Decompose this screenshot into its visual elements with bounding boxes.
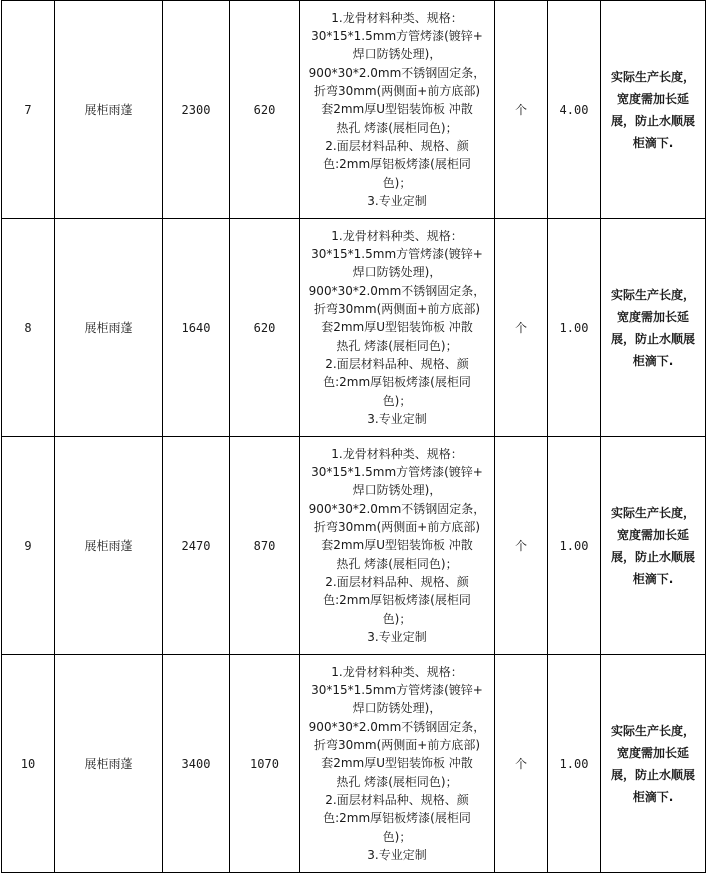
description-line: 折弯30mm(两侧面+前方底部) xyxy=(313,84,481,99)
description-line: 色)； xyxy=(382,175,412,190)
remark-line: 实际生产长度， xyxy=(610,69,695,84)
dimension-width: 1070 xyxy=(230,655,300,873)
unit: 个 xyxy=(495,655,548,873)
item-name: 展柜雨蓬 xyxy=(55,1,163,219)
remark-line: 展，防止水顺展 xyxy=(610,767,695,782)
description-line: 2.面层材料品种、规格、颜 xyxy=(325,792,469,807)
remark-line: 宽度需加长延 xyxy=(616,745,689,760)
row-index: 10 xyxy=(2,655,55,873)
spec-table xyxy=(1,0,706,873)
description-line: 色:2mm厚铝板烤漆(展柜同 xyxy=(323,157,471,172)
description-line: 套2mm厚U型铝装饰板 冲散 xyxy=(321,102,473,117)
item-name: 展柜雨蓬 xyxy=(55,219,163,437)
dimension-width: 620 xyxy=(230,1,300,219)
description-line: 色)； xyxy=(382,829,412,844)
description-line: 色:2mm厚铝板烤漆(展柜同 xyxy=(323,375,471,390)
dimension-length: 3400 xyxy=(163,655,230,873)
description-line: 3.专业定制 xyxy=(367,411,427,426)
description-line: 3.专业定制 xyxy=(367,847,427,862)
description-line: 热孔 烤漆(展柜同色)； xyxy=(336,774,458,789)
item-description xyxy=(300,655,495,873)
description-line: 热孔 烤漆(展柜同色)； xyxy=(336,120,458,135)
remark-line: 实际生产长度， xyxy=(610,287,695,302)
description-line: 2.面层材料品种、规格、颜 xyxy=(325,574,469,589)
description-line: 折弯30mm(两侧面+前方底部) xyxy=(313,520,481,535)
unit: 个 xyxy=(495,219,548,437)
description-line: 2.面层材料品种、规格、颜 xyxy=(325,138,469,153)
description-line: 900*30*2.0mm不锈钢固定条， xyxy=(308,719,486,734)
item-name: 展柜雨蓬 xyxy=(55,437,163,655)
remark-line: 柜滴下. xyxy=(632,353,674,368)
quantity: 1.00 xyxy=(548,219,601,437)
description-line: 色:2mm厚铝板烤漆(展柜同 xyxy=(323,593,471,608)
description-line: 30*15*1.5mm方管烤漆(镀锌+ xyxy=(311,29,483,44)
description-line: 套2mm厚U型铝装饰板 冲散 xyxy=(321,756,473,771)
remark-line: 宽度需加长延 xyxy=(616,91,689,106)
dimension-width: 870 xyxy=(230,437,300,655)
description-line: 1.龙骨材料种类、规格： xyxy=(331,664,463,679)
dimension-length: 1640 xyxy=(163,219,230,437)
item-name: 展柜雨蓬 xyxy=(55,655,163,873)
description-line: 1.龙骨材料种类、规格： xyxy=(331,10,463,25)
remark xyxy=(601,1,706,219)
row-index: 8 xyxy=(2,219,55,437)
description-line: 套2mm厚U型铝装饰板 冲散 xyxy=(321,538,473,553)
remark-line: 宽度需加长延 xyxy=(616,309,689,324)
description-line: 色)； xyxy=(382,611,412,626)
row-index: 7 xyxy=(2,1,55,219)
description-line: 色)； xyxy=(382,393,412,408)
description-line: 焊口防锈处理)， xyxy=(352,701,442,716)
remark xyxy=(601,655,706,873)
remark-line: 实际生产长度， xyxy=(610,505,695,520)
remark xyxy=(601,437,706,655)
description-line: 900*30*2.0mm不锈钢固定条， xyxy=(308,501,486,516)
unit: 个 xyxy=(495,1,548,219)
description-line: 3.专业定制 xyxy=(367,629,427,644)
description-line: 30*15*1.5mm方管烤漆(镀锌+ xyxy=(311,683,483,698)
description-line: 30*15*1.5mm方管烤漆(镀锌+ xyxy=(311,247,483,262)
remark-line: 展，防止水顺展 xyxy=(610,549,695,564)
description-line: 30*15*1.5mm方管烤漆(镀锌+ xyxy=(311,465,483,480)
item-description xyxy=(300,437,495,655)
remark-line: 宽度需加长延 xyxy=(616,527,689,542)
remark xyxy=(601,219,706,437)
item-description xyxy=(300,219,495,437)
description-line: 1.龙骨材料种类、规格： xyxy=(331,446,463,461)
quantity: 1.00 xyxy=(548,437,601,655)
quantity: 1.00 xyxy=(548,655,601,873)
row-index: 9 xyxy=(2,437,55,655)
description-line: 焊口防锈处理)， xyxy=(352,47,442,62)
description-line: 热孔 烤漆(展柜同色)； xyxy=(336,338,458,353)
description-line: 折弯30mm(两侧面+前方底部) xyxy=(313,738,481,753)
dimension-length: 2300 xyxy=(163,1,230,219)
dimension-width: 620 xyxy=(230,219,300,437)
remark-line: 实际生产长度， xyxy=(610,723,695,738)
description-line: 1.龙骨材料种类、规格： xyxy=(331,228,463,243)
remark-line: 柜滴下. xyxy=(632,135,674,150)
description-line: 焊口防锈处理)， xyxy=(352,483,442,498)
description-line: 3.专业定制 xyxy=(367,193,427,208)
description-line: 900*30*2.0mm不锈钢固定条， xyxy=(308,65,486,80)
table-row xyxy=(2,437,706,655)
description-line: 热孔 烤漆(展柜同色)； xyxy=(336,556,458,571)
table-row xyxy=(2,1,706,219)
description-line: 2.面层材料品种、规格、颜 xyxy=(325,356,469,371)
dimension-length: 2470 xyxy=(163,437,230,655)
remark-line: 柜滴下. xyxy=(632,789,674,804)
unit: 个 xyxy=(495,437,548,655)
description-line: 折弯30mm(两侧面+前方底部) xyxy=(313,302,481,317)
item-description xyxy=(300,1,495,219)
description-line: 色:2mm厚铝板烤漆(展柜同 xyxy=(323,811,471,826)
table-body xyxy=(2,1,706,873)
remark-line: 展，防止水顺展 xyxy=(610,331,695,346)
description-line: 套2mm厚U型铝装饰板 冲散 xyxy=(321,320,473,335)
table-row xyxy=(2,219,706,437)
remark-line: 展，防止水顺展 xyxy=(610,113,695,128)
quantity: 4.00 xyxy=(548,1,601,219)
description-line: 焊口防锈处理)， xyxy=(352,265,442,280)
table-row xyxy=(2,655,706,873)
remark-line: 柜滴下. xyxy=(632,571,674,586)
description-line: 900*30*2.0mm不锈钢固定条， xyxy=(308,283,486,298)
